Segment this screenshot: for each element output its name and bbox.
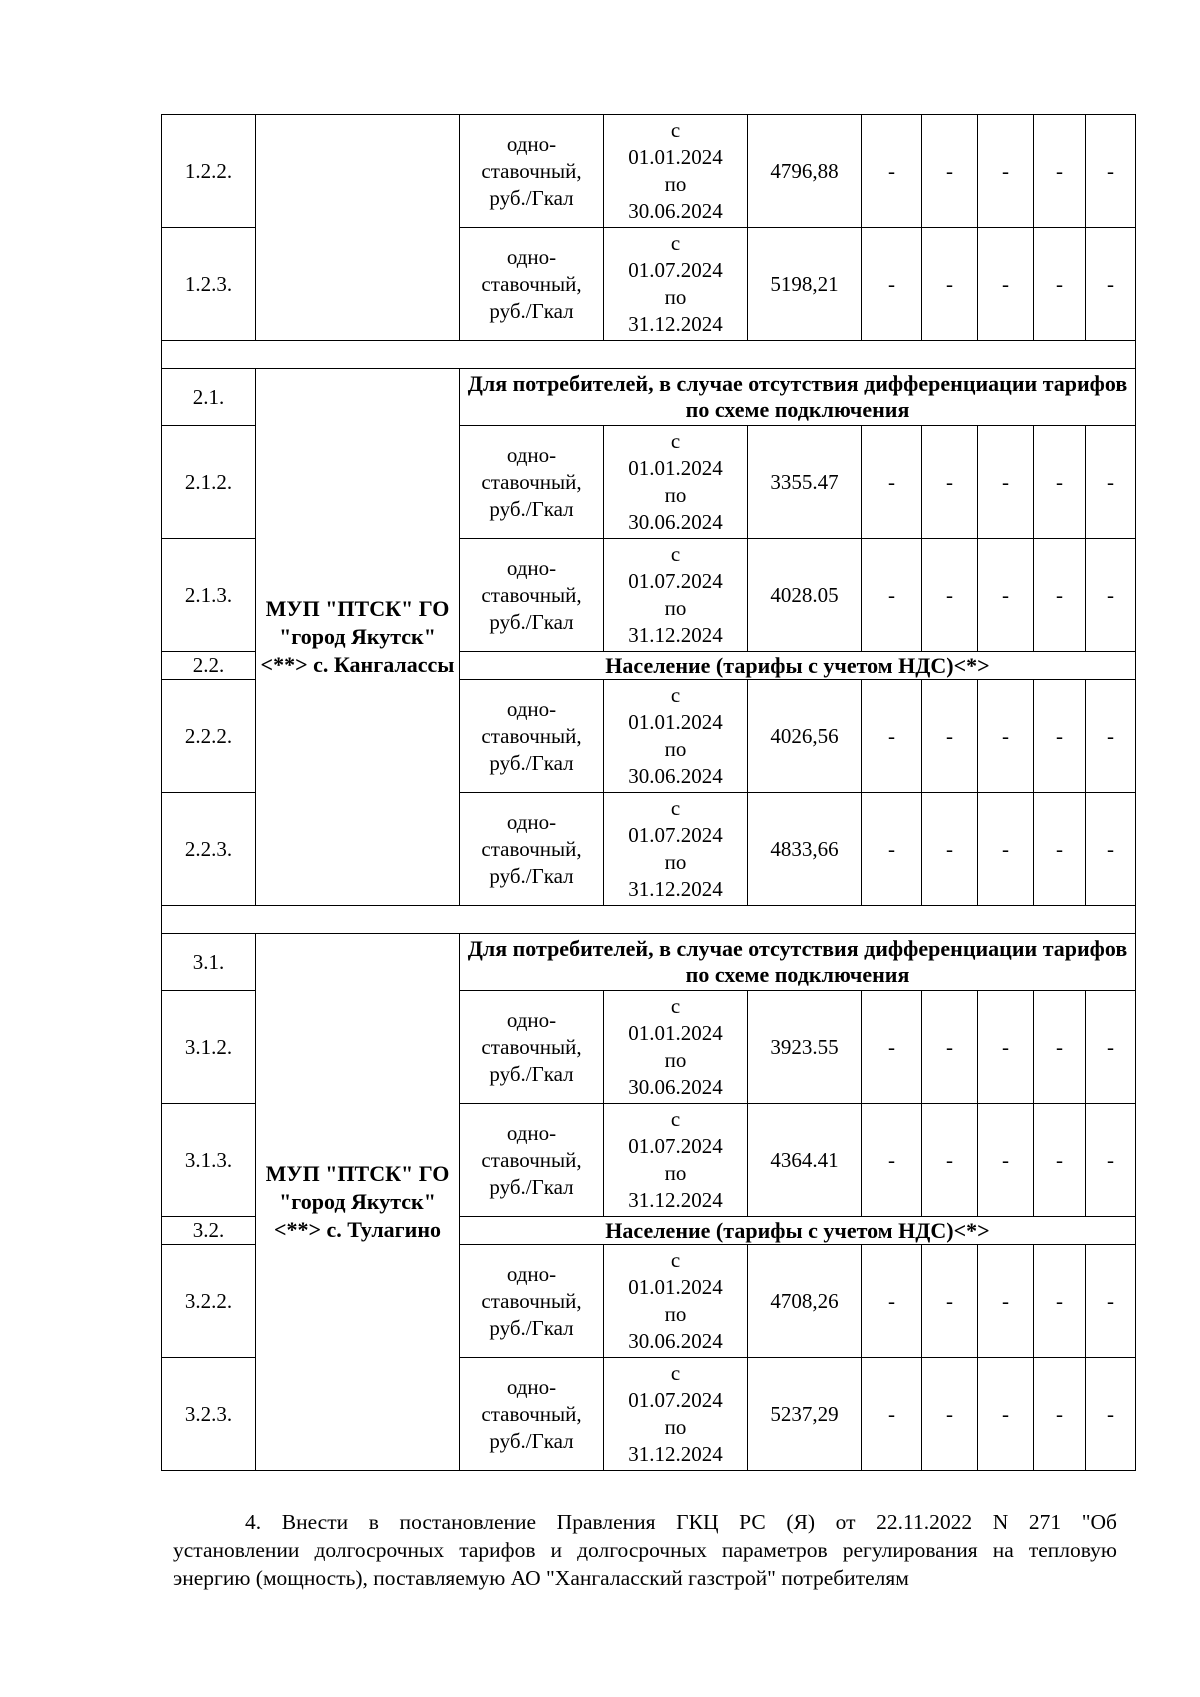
row-number-cell: 3.2.3. bbox=[162, 1358, 256, 1471]
empty-value-cell: - bbox=[1086, 793, 1136, 906]
period-line: 31.12.2024 bbox=[628, 1442, 723, 1466]
period-cell bbox=[604, 1245, 748, 1358]
tariff-value-cell: 3923.55 bbox=[748, 991, 862, 1104]
empty-value-cell: - bbox=[862, 991, 922, 1104]
empty-value-cell: - bbox=[922, 793, 978, 906]
period-line: 30.06.2024 bbox=[628, 510, 723, 534]
period-line: с bbox=[670, 796, 681, 820]
empty-value-cell: - bbox=[862, 426, 922, 539]
empty-value-cell: - bbox=[978, 539, 1034, 652]
empty-value-cell: - bbox=[1034, 1104, 1086, 1217]
spacer-cell bbox=[162, 906, 1136, 934]
tariff-value-cell: 4833,66 bbox=[748, 793, 862, 906]
empty-value-cell: - bbox=[922, 426, 978, 539]
tariff-value-cell: 4028.05 bbox=[748, 539, 862, 652]
period-line: 31.12.2024 bbox=[628, 623, 723, 647]
tariff-value-cell: 4364.41 bbox=[748, 1104, 862, 1217]
empty-value-cell: - bbox=[922, 1358, 978, 1471]
row-number-cell: 3.1. bbox=[162, 934, 256, 991]
organization-cell: МУП "ПТСК" ГО "город Якутск" <**> с. Кангалассы bbox=[256, 369, 460, 906]
period-line: с bbox=[670, 994, 681, 1018]
group-title-cell: Для потребителей, в случае отсутствия дифференциации тарифов по схеме подключения bbox=[460, 934, 1136, 991]
row-number-cell: 2.2.2. bbox=[162, 680, 256, 793]
row-number-cell: 2.1. bbox=[162, 369, 256, 426]
paragraph-first-line: 4. Внести в постановление Правления ГКЦ РС (Я) от 22.11.2022 N 271 "Об bbox=[245, 1510, 1117, 1534]
empty-value-cell: - bbox=[862, 1358, 922, 1471]
rate-type-cell: одно-ставочный, руб./Гкал bbox=[460, 1358, 604, 1471]
period-line: 31.12.2024 bbox=[628, 1188, 723, 1212]
empty-value-cell: - bbox=[978, 228, 1034, 341]
empty-value-cell: - bbox=[1034, 1245, 1086, 1358]
period-line: по bbox=[664, 285, 687, 309]
empty-value-cell: - bbox=[862, 793, 922, 906]
empty-value-cell: - bbox=[862, 115, 922, 228]
row-number-cell: 2.2. bbox=[162, 652, 256, 680]
empty-value-cell: - bbox=[1034, 539, 1086, 652]
period-line: 01.01.2024 bbox=[628, 1021, 723, 1045]
empty-value-cell: - bbox=[922, 680, 978, 793]
period-line: по bbox=[664, 1302, 687, 1326]
period-line: с bbox=[670, 683, 681, 707]
empty-value-cell: - bbox=[978, 115, 1034, 228]
period-cell bbox=[604, 680, 748, 793]
rate-type-cell: одно-ставочный, руб./Гкал bbox=[460, 539, 604, 652]
paragraph-4 bbox=[173, 1508, 1117, 1592]
period-line: по bbox=[664, 1048, 687, 1072]
period-line: 30.06.2024 bbox=[628, 1329, 723, 1353]
empty-value-cell: - bbox=[922, 228, 978, 341]
empty-value-cell: - bbox=[1086, 1245, 1136, 1358]
period-line: 30.06.2024 bbox=[628, 199, 723, 223]
organization-cell: МУП "ПТСК" ГО "город Якутск" <**> с. Тулагино bbox=[256, 934, 460, 1471]
tariff-value-cell: 5237,29 bbox=[748, 1358, 862, 1471]
empty-value-cell: - bbox=[862, 539, 922, 652]
tariff-value-cell: 4026,56 bbox=[748, 680, 862, 793]
period-cell bbox=[604, 115, 748, 228]
period-line: с bbox=[670, 118, 681, 142]
table-row bbox=[162, 115, 1136, 228]
rate-type-cell: одно-ставочный, руб./Гкал bbox=[460, 115, 604, 228]
period-line: с bbox=[670, 231, 681, 255]
empty-value-cell: - bbox=[1086, 991, 1136, 1104]
tariff-value-cell: 3355.47 bbox=[748, 426, 862, 539]
empty-value-cell: - bbox=[1086, 539, 1136, 652]
period-line: 01.01.2024 bbox=[628, 456, 723, 480]
period-line: 01.07.2024 bbox=[628, 1134, 723, 1158]
period-line: 01.07.2024 bbox=[628, 569, 723, 593]
period-line: 31.12.2024 bbox=[628, 312, 723, 336]
period-line: 01.01.2024 bbox=[628, 1275, 723, 1299]
empty-value-cell: - bbox=[1086, 426, 1136, 539]
period-line: 01.07.2024 bbox=[628, 1388, 723, 1412]
period-cell bbox=[604, 426, 748, 539]
period-line: 30.06.2024 bbox=[628, 764, 723, 788]
period-line: с bbox=[670, 1248, 681, 1272]
row-number-cell: 1.2.2. bbox=[162, 115, 256, 228]
empty-value-cell: - bbox=[1086, 115, 1136, 228]
empty-value-cell: - bbox=[1086, 1104, 1136, 1217]
period-cell bbox=[604, 1104, 748, 1217]
period-cell bbox=[604, 991, 748, 1104]
empty-value-cell: - bbox=[1034, 1358, 1086, 1471]
empty-value-cell: - bbox=[978, 426, 1034, 539]
empty-value-cell: - bbox=[1034, 991, 1086, 1104]
empty-value-cell: - bbox=[1034, 680, 1086, 793]
period-line: 01.07.2024 bbox=[628, 823, 723, 847]
row-number-cell: 3.2. bbox=[162, 1217, 256, 1245]
empty-value-cell: - bbox=[978, 1358, 1034, 1471]
empty-value-cell: - bbox=[922, 1245, 978, 1358]
period-cell bbox=[604, 539, 748, 652]
group-title-cell: Население (тарифы с учетом НДС)<*> bbox=[460, 1217, 1136, 1245]
period-line: по bbox=[664, 737, 687, 761]
paragraph-rest: установлении долгосрочных тарифов и долгосрочных параметров регулирования на тепловую энергию (мощность), поставляемую АО "Хангаласский газстрой" потребителям bbox=[173, 1538, 1117, 1590]
tariff-table bbox=[161, 114, 1136, 1471]
empty-value-cell: - bbox=[862, 1104, 922, 1217]
row-number-cell: 2.1.2. bbox=[162, 426, 256, 539]
empty-value-cell: - bbox=[978, 793, 1034, 906]
empty-value-cell: - bbox=[978, 1104, 1034, 1217]
spacer-row bbox=[162, 906, 1136, 934]
empty-value-cell: - bbox=[978, 1245, 1034, 1358]
empty-value-cell: - bbox=[978, 680, 1034, 793]
group-title-cell: Для потребителей, в случае отсутствия дифференциации тарифов по схеме подключения bbox=[460, 369, 1136, 426]
period-line: с bbox=[670, 1361, 681, 1385]
period-line: по bbox=[664, 1161, 687, 1185]
period-line: по bbox=[664, 172, 687, 196]
empty-value-cell: - bbox=[978, 991, 1034, 1104]
tariff-value-cell: 4796,88 bbox=[748, 115, 862, 228]
empty-value-cell: - bbox=[1086, 680, 1136, 793]
spacer-row bbox=[162, 341, 1136, 369]
period-line: с bbox=[670, 429, 681, 453]
group-title-cell: Население (тарифы с учетом НДС)<*> bbox=[460, 652, 1136, 680]
period-line: с bbox=[670, 1107, 681, 1131]
period-cell bbox=[604, 228, 748, 341]
row-number-cell: 3.1.3. bbox=[162, 1104, 256, 1217]
period-cell bbox=[604, 793, 748, 906]
period-line: 01.01.2024 bbox=[628, 145, 723, 169]
empty-value-cell: - bbox=[1034, 115, 1086, 228]
empty-value-cell: - bbox=[922, 115, 978, 228]
period-line: по bbox=[664, 596, 687, 620]
row-number-cell: 2.1.3. bbox=[162, 539, 256, 652]
empty-value-cell: - bbox=[1034, 228, 1086, 341]
period-line: 31.12.2024 bbox=[628, 877, 723, 901]
empty-value-cell: - bbox=[1034, 793, 1086, 906]
empty-value-cell: - bbox=[862, 228, 922, 341]
row-number-cell: 3.1.2. bbox=[162, 991, 256, 1104]
period-line: 30.06.2024 bbox=[628, 1075, 723, 1099]
rate-type-cell: одно-ставочный, руб./Гкал bbox=[460, 1104, 604, 1217]
period-line: по bbox=[664, 1415, 687, 1439]
tariff-value-cell: 5198,21 bbox=[748, 228, 862, 341]
empty-value-cell: - bbox=[922, 539, 978, 652]
period-line: 01.07.2024 bbox=[628, 258, 723, 282]
row-number-cell: 1.2.3. bbox=[162, 228, 256, 341]
empty-value-cell: - bbox=[1086, 1358, 1136, 1471]
row-number-cell: 3.2.2. bbox=[162, 1245, 256, 1358]
spacer-cell bbox=[162, 341, 1136, 369]
rate-type-cell: одно-ставочный, руб./Гкал bbox=[460, 426, 604, 539]
period-cell bbox=[604, 1358, 748, 1471]
empty-value-cell: - bbox=[922, 991, 978, 1104]
rate-type-cell: одно-ставочный, руб./Гкал bbox=[460, 1245, 604, 1358]
rate-type-cell: одно-ставочный, руб./Гкал bbox=[460, 793, 604, 906]
group-header-row bbox=[162, 369, 1136, 426]
group-header-row bbox=[162, 934, 1136, 991]
empty-value-cell: - bbox=[1086, 228, 1136, 341]
empty-value-cell: - bbox=[862, 1245, 922, 1358]
empty-value-cell: - bbox=[1034, 426, 1086, 539]
empty-value-cell: - bbox=[862, 680, 922, 793]
rate-type-cell: одно-ставочный, руб./Гкал bbox=[460, 991, 604, 1104]
rate-type-cell: одно-ставочный, руб./Гкал bbox=[460, 680, 604, 793]
rate-type-cell: одно-ставочный, руб./Гкал bbox=[460, 228, 604, 341]
period-line: по bbox=[664, 850, 687, 874]
period-line: с bbox=[670, 542, 681, 566]
period-line: по bbox=[664, 483, 687, 507]
org-cell-blank bbox=[256, 115, 460, 341]
row-number-cell: 2.2.3. bbox=[162, 793, 256, 906]
period-line: 01.01.2024 bbox=[628, 710, 723, 734]
tariff-value-cell: 4708,26 bbox=[748, 1245, 862, 1358]
empty-value-cell: - bbox=[922, 1104, 978, 1217]
